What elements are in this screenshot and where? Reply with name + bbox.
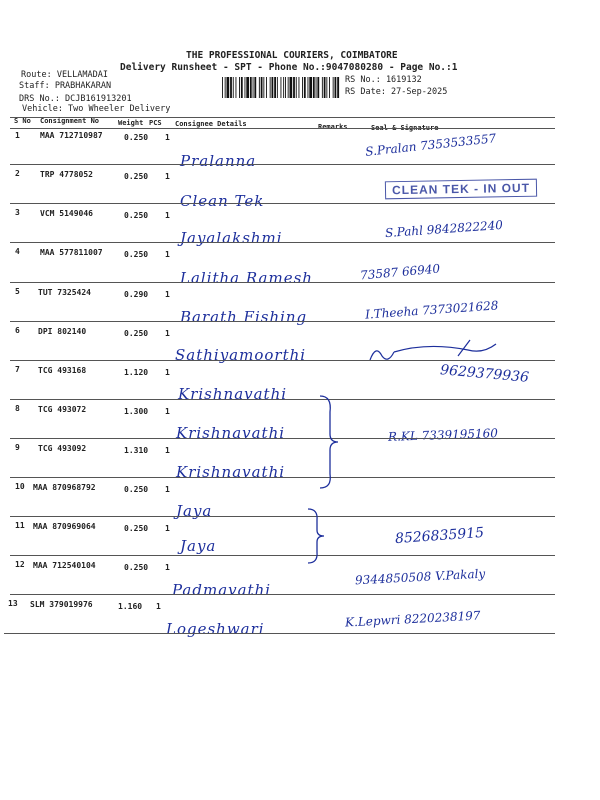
signature-scribble [368,338,508,368]
row-pcs: 1 [165,524,170,533]
consignee-name: Clean Tek [180,192,265,210]
row-weight: 0.250 [124,211,149,220]
row-pcs: 1 [165,172,170,181]
row-consignment: MAA 870968792 [33,483,96,492]
row-weight: 0.250 [124,250,149,259]
barcode-bar [302,77,303,98]
barcode-bar [296,77,297,98]
barcode-bar [288,77,289,98]
barcode-bar [266,77,267,98]
row-consignment: TUT 7325424 [38,288,91,297]
row-weight: 0.250 [124,485,149,494]
row-rule [10,321,555,322]
row-weight: 0.250 [124,133,149,142]
consignee-name: Barath Fishing [180,308,308,326]
row-weight: 1.160 [118,602,143,611]
rs-no-label: RS No.: 1619132 [345,75,422,85]
signature: S.Pralan 7353533557 [364,131,497,159]
row-weight: 1.310 [124,446,149,455]
row-sno: 5 [15,287,20,296]
row-sno: 3 [15,208,20,217]
row-sno: 13 [8,599,18,608]
row-weight: 0.250 [124,172,149,181]
row-pcs: 1 [165,563,170,572]
row-weight: 0.250 [124,563,149,572]
barcode-bar [283,77,284,98]
barcode-bar [246,77,249,98]
signature: 8526835915 [394,524,485,548]
barcode-bar [261,77,263,98]
consignee-name: Jaya [180,537,217,555]
barcode-bar [222,77,223,98]
row-sno: 7 [15,365,20,374]
col-header-consignment: Consignment No [40,117,100,125]
row-rule [10,516,555,517]
grouping-brace [306,506,328,566]
consignee-name: Jayalakshmi [180,229,283,247]
company-title: THE PROFESSIONAL COURIERS, COIMBATORE [186,50,398,61]
barcode-bar [324,77,326,98]
row-rule [10,242,555,243]
staff-label: Staff: PRABHAKARAN [19,81,112,91]
col-header-pcs: PCS [149,119,162,127]
consignee-name: Lalitha Ramesh [180,269,313,287]
row-rule [10,594,555,595]
runsheet-subtitle: Delivery Runsheet - SPT - Phone No.:9047080280 - Page No.:1 [120,62,458,73]
row-weight: 0.290 [124,290,149,299]
row-rule [10,399,555,400]
row-sno: 6 [15,326,20,335]
consignee-name: Krishnavathi [176,463,286,481]
consignee-name: Krishnavathi [178,385,288,403]
table-header-rule [10,128,555,129]
barcode-bar [233,77,234,98]
row-weight: 1.300 [124,407,149,416]
signature: 9344850508 V.Pakaly [354,566,486,588]
barcode-bar [322,77,323,98]
row-pcs: 1 [165,485,170,494]
table-bottom-rule [4,633,555,634]
barcode-bar [304,77,306,98]
barcode-bar [253,77,254,98]
signature: K.Lepwri 8220238197 [344,608,481,630]
row-rule [10,360,555,361]
col-header-sno: S No [14,117,31,125]
barcode-bar [290,77,293,98]
barcode-bar [317,77,319,98]
barcode-bar [281,77,282,98]
row-pcs: 1 [165,368,170,377]
barcode-bar [335,77,337,98]
barcode-bar [333,77,334,98]
row-consignment: TCG 493072 [38,405,87,414]
row-sno: 4 [15,247,20,256]
row-rule [10,477,555,478]
signature: S.Pahl 9842822240 [384,217,504,241]
row-consignment: DPI 802140 [38,327,87,336]
row-pcs: 1 [165,290,170,299]
row-sno: 8 [15,404,20,413]
barcode-bar [230,77,232,98]
col-header-remarks: Remarks [318,123,348,131]
row-consignment: TCG 493092 [38,444,87,453]
barcode-bar [309,77,312,98]
row-rule [10,282,555,283]
row-pcs: 1 [165,407,170,416]
row-sno: 1 [15,131,20,140]
consignee-name: Padmavathi [172,581,272,599]
col-header-consignee: Consignee Details [175,120,247,128]
barcode-bar [236,77,237,98]
row-rule [10,438,555,439]
barcode-bar [274,77,276,98]
barcode-bar [316,77,317,98]
signature: 9629379936 [439,362,530,386]
row-weight: 0.250 [124,524,149,533]
row-sno: 10 [15,482,25,491]
barcode-bar [263,77,264,98]
consignee-name: Jaya [176,502,213,520]
row-pcs: 1 [165,133,170,142]
barcode-image [222,77,340,98]
row-weight: 0.250 [124,329,149,338]
barcode-bar [293,77,295,98]
row-consignment: TRP 4778052 [40,170,93,179]
row-sno: 2 [15,169,20,178]
consignee-name: Krishnavathi [176,424,286,442]
row-pcs: 1 [165,211,170,220]
row-consignment: SLM 379019976 [30,600,93,609]
row-consignment: VCM 5149046 [40,209,93,218]
vehicle-label: Vehicle: Two Wheeler Delivery [22,104,171,114]
row-rule [10,555,555,556]
row-sno: 12 [15,560,25,569]
barcode-bar [272,77,274,98]
drs-no-label: DRS No.: DCJB161913201 [19,94,132,104]
consignee-name: Sathiyamoorthi [175,346,307,364]
barcode-bar [329,77,330,98]
row-rule [10,164,555,165]
consignee-name: Pralanna [180,152,257,170]
barcode-bar [241,77,243,98]
signature: 73587 66940 [359,261,441,283]
grouping-brace [318,392,340,492]
row-weight: 1.120 [124,368,149,377]
barcode-bar [285,77,286,98]
row-pcs: 1 [156,602,161,611]
barcode-bar [270,77,271,98]
barcode-bar [337,77,339,98]
barcode-bar [308,77,309,98]
barcode-bar [239,77,240,98]
rs-date-label: RS Date: 27-Sep-2025 [345,87,448,97]
col-header-seal: Seal & Signature [371,124,439,132]
signature: I.Theeha 7373021628 [364,298,499,322]
row-pcs: 1 [165,329,170,338]
route-label: Route: VELLAMADAI [21,70,108,80]
row-consignment: TCG 493168 [38,366,87,375]
row-sno: 9 [15,443,20,452]
barcode-bar [225,77,226,98]
col-header-weight: Weight [118,119,144,127]
barcode-bar [259,77,260,98]
barcode-bar [313,77,315,98]
signature: R.KL 7339195160 [387,426,499,444]
consignee-name: Logeshwari [166,620,265,638]
row-consignment: MAA 712710987 [40,131,103,140]
barcode-bar [326,77,327,98]
row-consignment: MAA 712540104 [33,561,96,570]
barcode-bar [250,77,252,98]
barcode-bar [254,77,256,98]
row-rule [10,203,555,204]
row-pcs: 1 [165,446,170,455]
row-sno: 11 [15,521,25,530]
barcode-bar [277,77,278,98]
barcode-bar [299,77,300,98]
row-consignment: MAA 577811007 [40,248,103,257]
row-consignment: MAA 870969064 [33,522,96,531]
barcode-bar [245,77,246,98]
company-stamp: CLEAN TEK - IN OUT [385,179,537,200]
barcode-bar [227,77,230,98]
row-pcs: 1 [165,250,170,259]
